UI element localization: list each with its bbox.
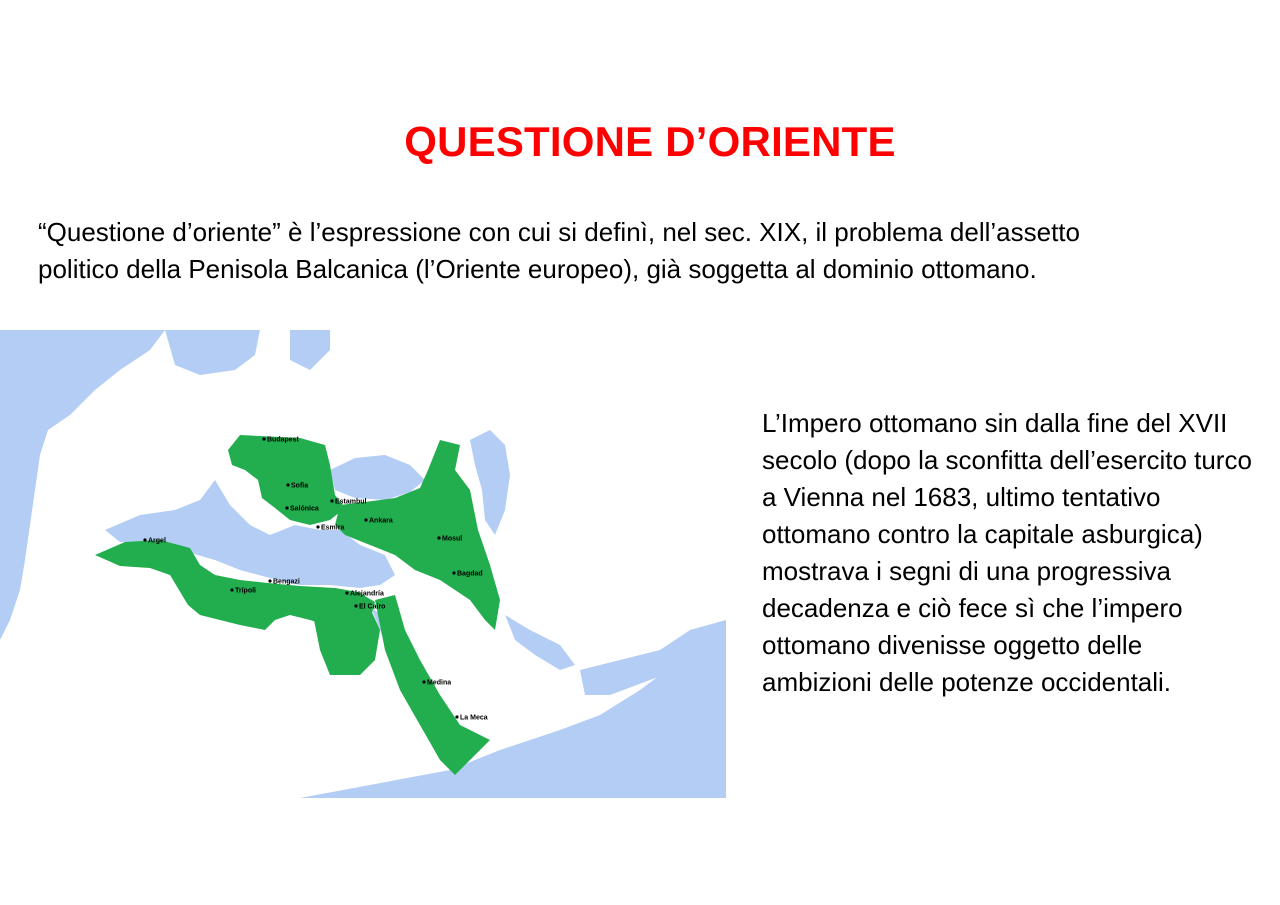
city-marker	[285, 506, 318, 513]
ottoman-empire-map	[0, 330, 726, 798]
city-label: Bengazi	[273, 578, 300, 586]
side-line: L’Impero ottomano sin dalla fine del XVII	[762, 408, 1228, 438]
intro-line: politico della Penisola Balcanica (l’Oriente europeo), già soggetta al dominio ottomano.	[38, 254, 1037, 284]
city-marker	[354, 604, 385, 611]
city-dot	[452, 571, 455, 574]
side-line: ambizioni delle potenze occidentali.	[762, 667, 1172, 697]
slide-title: QUESTIONE D’ORIENTE	[404, 118, 896, 165]
city-marker	[437, 536, 462, 543]
city-label: El Cairo	[359, 603, 386, 611]
city-marker	[330, 499, 366, 506]
city-marker	[268, 579, 299, 586]
city-marker	[230, 588, 256, 595]
side-line: secolo (dopo la sconfitta dell’esercito turco	[762, 445, 1252, 475]
city-dot	[364, 518, 367, 521]
city-dot	[455, 715, 458, 718]
city-label: Mosul	[442, 535, 463, 543]
city-dot	[268, 579, 271, 582]
city-marker	[316, 525, 344, 532]
city-label: Budapest	[267, 436, 299, 444]
city-dot	[285, 506, 288, 509]
city-dot	[345, 591, 348, 594]
city-marker	[262, 437, 299, 444]
city-label: Estambul	[335, 498, 367, 506]
city-label: La Meca	[460, 714, 488, 722]
city-label: Sofia	[291, 482, 309, 490]
city-dot	[422, 680, 425, 683]
city-label: Medina	[427, 679, 452, 687]
side-line: decadenza e ciò fece sì che l’impero	[762, 593, 1183, 623]
side-paragraph	[762, 405, 1280, 701]
city-marker	[422, 680, 451, 687]
city-label: Alejandría	[350, 590, 384, 598]
side-line: ottomano contro la capitale asburgica)	[762, 519, 1203, 549]
city-marker	[364, 518, 392, 525]
city-label: Salónica	[290, 505, 319, 513]
city-label: Bagdad	[457, 570, 483, 578]
city-dot	[230, 588, 233, 591]
city-dot	[437, 536, 440, 539]
intro-line: “Questione d’oriente” è l’espressione con cui si definì, nel sec. XIX, il problema dell’assetto	[38, 217, 1080, 247]
city-dot	[286, 483, 289, 486]
city-label: Trípoli	[235, 587, 256, 595]
city-dot	[143, 538, 146, 541]
city-dot	[330, 499, 333, 502]
city-label: Argel	[148, 537, 166, 545]
city-dot	[354, 604, 357, 607]
side-line: a Vienna nel 1683, ultimo tentativo	[762, 482, 1161, 512]
city-label: Ankara	[369, 517, 393, 525]
city-dot	[316, 525, 319, 528]
side-line: ottomano divenisse oggetto delle	[762, 630, 1143, 660]
city-label: Esmira	[321, 524, 345, 532]
city-marker	[345, 591, 384, 598]
city-dot	[262, 437, 265, 440]
side-line: mostrava i segni di una progressiva	[762, 556, 1171, 586]
city-marker	[455, 715, 487, 722]
intro-paragraph	[38, 214, 1258, 288]
city-marker	[452, 571, 482, 578]
